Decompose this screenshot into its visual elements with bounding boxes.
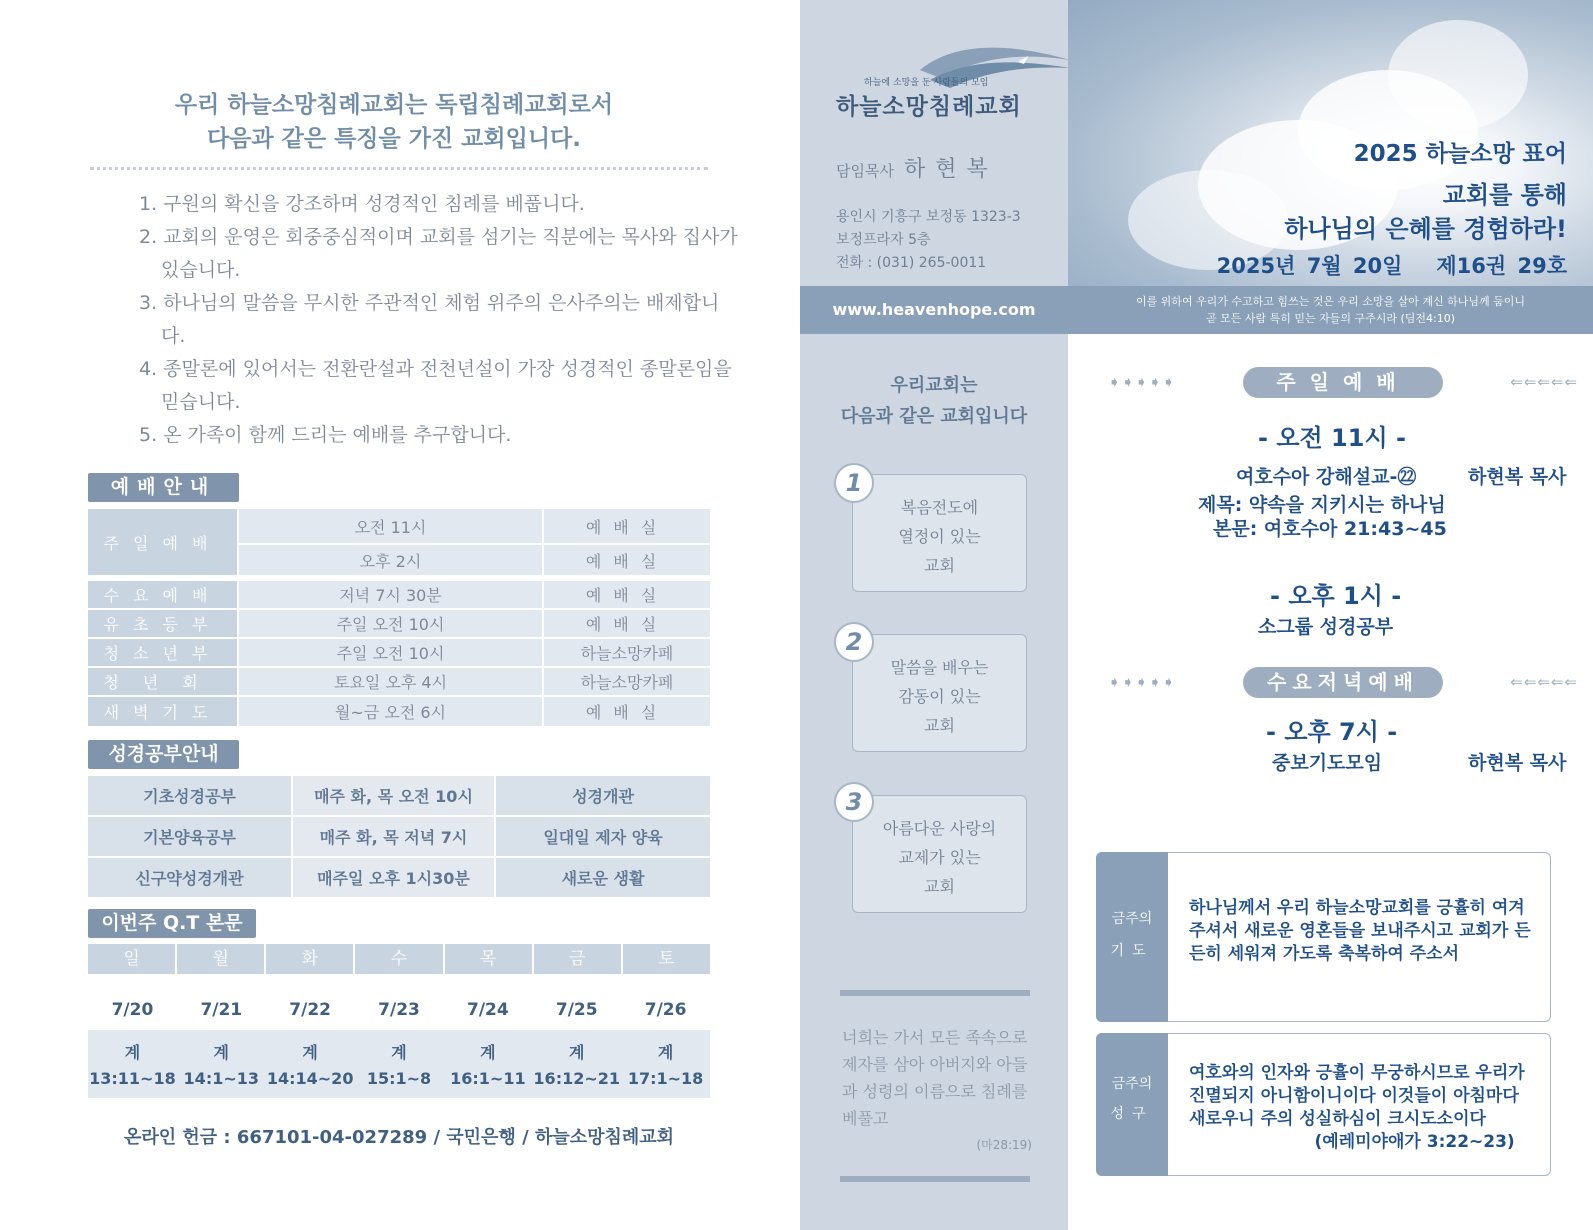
qt-ref: 계 13:11~18 bbox=[89, 1043, 176, 1088]
wednesday-time: - 오후 7시 - bbox=[1266, 718, 1398, 746]
study-time: 매주 화, 목 오전 10시 bbox=[291, 776, 496, 817]
wednesday-service-header bbox=[1108, 666, 1578, 698]
qt-ref: 계 16:1~11 bbox=[450, 1043, 526, 1088]
middle-panel bbox=[800, 0, 1068, 1230]
qt-day: 월 bbox=[177, 944, 266, 974]
schedule-time: 월~금 오전 6시 bbox=[239, 697, 544, 726]
wednesday-service-label: 수요저녁예배 bbox=[1243, 667, 1443, 698]
pastor-name: 하현복 bbox=[903, 157, 998, 182]
schedule-time: 토요일 오후 4시 bbox=[239, 668, 544, 697]
study-course: 신구약성경개관 bbox=[88, 858, 291, 899]
qt-ref: 계 17:1~18 bbox=[627, 1043, 704, 1088]
qt-ref: 계 14:1~13 bbox=[183, 1043, 260, 1088]
sermon-scripture: 본문: 여호수아 21:43~45 bbox=[1213, 518, 1447, 540]
study-course: 기초성경공부 bbox=[88, 776, 291, 817]
arrow-left-icon: ⇐⇐⇐⇐⇐ bbox=[1510, 673, 1578, 691]
sunday-time-am: 오전 11시 bbox=[239, 509, 544, 545]
about-card-3: 아름다운 사랑의 교제가 있는 교회 bbox=[852, 795, 1027, 913]
qt-date: 7/21 bbox=[200, 1000, 243, 1020]
schedule-name: 청소년부 bbox=[88, 639, 239, 668]
qt-date: 7/22 bbox=[289, 1000, 331, 1020]
qt-day: 일 bbox=[88, 944, 177, 974]
worship-guide-label: 예배안내 bbox=[88, 473, 239, 502]
qt-label: 이번주 Q.T 본문 bbox=[88, 909, 256, 938]
qt-refs bbox=[88, 1030, 710, 1098]
qt-date: 7/23 bbox=[378, 1000, 420, 1020]
weekly-prayer-text: 하나님께서 우리 하늘소망교회를 긍휼히 여겨 주셔서 새로운 영혼들을 보내주시고 교회가 든 든히 세워져 가도록 축복하여 주소서 bbox=[1189, 898, 1531, 964]
online-offering-info: 온라인 헌금 : 667101-04-027289 / 국민은행 / 하늘소망침례교회 bbox=[123, 1127, 675, 1148]
qt-date: 7/20 bbox=[111, 1000, 154, 1020]
schedule-time: 주일 오전 10시 bbox=[239, 610, 544, 639]
sunday-pm-time: - 오후 1시 - bbox=[1270, 582, 1402, 610]
number-badge-icon: 1 bbox=[834, 463, 874, 503]
about-card-2: 말씀을 배우는 감동이 있는 교회 bbox=[852, 634, 1027, 752]
website-link[interactable]: www.heavenhope.com bbox=[800, 286, 1068, 334]
bible-study-table bbox=[88, 776, 710, 899]
logo-tagline: 하늘에 소망을 둔 사람들의 모임 bbox=[864, 78, 989, 88]
sunday-pm-program: 소그룹 성경공부 bbox=[1258, 616, 1394, 638]
weekly-prayer-box bbox=[1096, 852, 1551, 1022]
schedule-place: 하늘소망카페 bbox=[544, 639, 710, 668]
church-address: 용인시 기흥구 보정동 1323-3 보정프라자 5층 전화 : (031) 265-0011 bbox=[836, 206, 1021, 275]
issue-volume: 제16권 29호 bbox=[1436, 254, 1567, 278]
sermon-series: 여호수아 강해설교-㉒ bbox=[1236, 466, 1417, 488]
pastor-info: 담임목사 하현복 bbox=[836, 157, 998, 182]
schedule-name: 유초등부 bbox=[88, 610, 239, 639]
qt-ref: 계 15:1~8 bbox=[366, 1043, 432, 1088]
schedule-name: 수요예배 bbox=[88, 581, 239, 610]
church-name: 하늘소망침례교회 bbox=[836, 94, 1022, 120]
qt-dates bbox=[88, 1000, 710, 1020]
qt-date: 7/25 bbox=[555, 1000, 598, 1020]
feature-item: 1. 구원의 확신을 강조하며 성경적인 침례를 베풉니다. bbox=[139, 193, 585, 215]
qt-day: 목 bbox=[445, 944, 534, 974]
feature-list bbox=[139, 188, 739, 452]
schedule-place: 예배실 bbox=[544, 697, 710, 726]
qt-day: 금 bbox=[534, 944, 623, 974]
preacher: 하현복 목사 bbox=[1468, 466, 1567, 488]
sunday-place-am: 예배실 bbox=[544, 509, 710, 545]
great-commission-text: 너희는 가서 모든 족속으로 제자를 삼아 아버지와 아들과 성령의 이름으로 침례를 베풀고 bbox=[842, 1028, 1028, 1128]
study-course: 기본양육공부 bbox=[88, 817, 291, 858]
about-card-1: 복음전도에 열정이 있는 교회 bbox=[852, 474, 1027, 592]
qt-day-header bbox=[88, 944, 710, 974]
study-time: 매주일 오후 1시30분 bbox=[291, 858, 496, 899]
study-time: 매주 화, 목 저녁 7시 bbox=[291, 817, 496, 858]
qt-date: 7/24 bbox=[467, 1000, 509, 1020]
arrow-right-icon: ➧➧➧➧➧ bbox=[1108, 373, 1176, 391]
schedule-place: 예배실 bbox=[544, 610, 710, 639]
issue-date: 2025년 7월 20일 bbox=[1216, 254, 1403, 278]
feature-item: 5. 온 가족이 함께 드리는 예배를 추구합니다. bbox=[139, 424, 512, 446]
weekly-verse-ref: (예레미야애가 3:22~23) bbox=[1314, 1132, 1515, 1152]
divider bbox=[840, 990, 1030, 996]
qt-day: 화 bbox=[266, 944, 355, 974]
qt-ref: 계 14:14~20 bbox=[266, 1043, 354, 1088]
sunday-service-name: 주일예배 bbox=[88, 509, 239, 581]
sermon-title: 제목: 약속을 지키시는 하나님 bbox=[1198, 494, 1446, 516]
qt-date: 7/26 bbox=[644, 1000, 687, 1020]
sunday-service-header bbox=[1108, 366, 1578, 398]
schedule-time: 주일 오전 10시 bbox=[239, 639, 544, 668]
study-topic: 새로운 생활 bbox=[496, 858, 710, 899]
church-phone: 전화 : (031) 265-0011 bbox=[836, 255, 987, 271]
header-caption: 이를 위하여 우리가 수고하고 힘쓰는 것은 우리 소망을 살아 계신 하나님께 둠이니 곧 모든 사람 특히 믿는 자들의 구주시라 (딤전4:10) bbox=[1068, 286, 1593, 334]
schedule-name: 청년회 bbox=[88, 668, 239, 697]
dotted-divider bbox=[90, 167, 708, 170]
arrow-right-icon: ➧➧➧➧➧ bbox=[1108, 673, 1176, 691]
sunday-time-pm: 오후 2시 bbox=[239, 545, 544, 581]
divider bbox=[840, 1176, 1030, 1182]
bible-study-label: 성경공부안내 bbox=[88, 740, 239, 769]
sunday-place-pm: 예배실 bbox=[544, 545, 710, 581]
schedule-time: 저녁 7시 30분 bbox=[239, 581, 544, 610]
feature-item: 3. 하나님의 말씀을 무시한 주관적인 체험 위주의 은사주의는 배제합니다. bbox=[139, 292, 720, 347]
weekly-verse-box bbox=[1096, 1033, 1551, 1176]
issue-info bbox=[1217, 250, 1567, 280]
weekly-prayer-label: 금주의 기도 bbox=[1096, 852, 1168, 1022]
intro-title: 우리 하늘소망침례교회는 독립침례교회로서 다음과 같은 특징을 가진 교회입니다. bbox=[174, 92, 614, 152]
schedule-place: 예배실 bbox=[544, 581, 710, 610]
qt-day: 수 bbox=[355, 944, 444, 974]
number-badge-icon: 3 bbox=[834, 782, 874, 822]
arrow-left-icon: ⇐⇐⇐⇐⇐ bbox=[1510, 373, 1578, 391]
weekly-verse-text: 여호와의 인자와 긍휼이 무궁하시므로 우리가 진멸되지 아니함이니이다 이것들이 아침마다 새로우니 주의 성실하심이 크시도소이다 (예레미야애가 3:22~23) bbox=[1189, 1063, 1525, 1152]
wednesday-program: 중보기도모임 bbox=[1272, 752, 1383, 774]
qt-ref: 계 16:12~21 bbox=[533, 1043, 621, 1088]
great-commission-ref: (마28:19) bbox=[976, 1138, 1032, 1152]
sunday-am-time: - 오전 11시 - bbox=[1258, 424, 1406, 452]
study-topic: 일대일 제자 양육 bbox=[496, 817, 710, 858]
feature-item: 4. 종말론에 있어서는 전환란설과 전천년설이 가장 성경적인 종말론임을 믿습니다. bbox=[139, 358, 732, 413]
number-badge-icon: 2 bbox=[834, 622, 874, 662]
sunday-service-label: 주일예배 bbox=[1243, 367, 1443, 398]
weekly-verse-label: 금주의 성구 bbox=[1096, 1033, 1168, 1176]
wednesday-leader: 하현복 목사 bbox=[1468, 752, 1567, 774]
about-title: 우리교회는 다음과 같은 교회입니다 bbox=[840, 375, 1028, 427]
schedule-place: 하늘소망카페 bbox=[544, 668, 710, 697]
annual-motto: 2025 하늘소망 표어 교회를 통해 하나님의 은혜를 경험하라! bbox=[1284, 141, 1567, 243]
study-topic: 성경개관 bbox=[496, 776, 710, 817]
qt-day: 토 bbox=[623, 944, 710, 974]
schedule-name: 새벽기도 bbox=[88, 697, 239, 726]
right-panel bbox=[1068, 0, 1593, 1230]
worship-table bbox=[88, 509, 710, 726]
feature-item: 2. 교회의 운영은 회중중심적이며 교회를 섬기는 직분에는 목사와 집사가 있습니다. bbox=[139, 226, 738, 281]
